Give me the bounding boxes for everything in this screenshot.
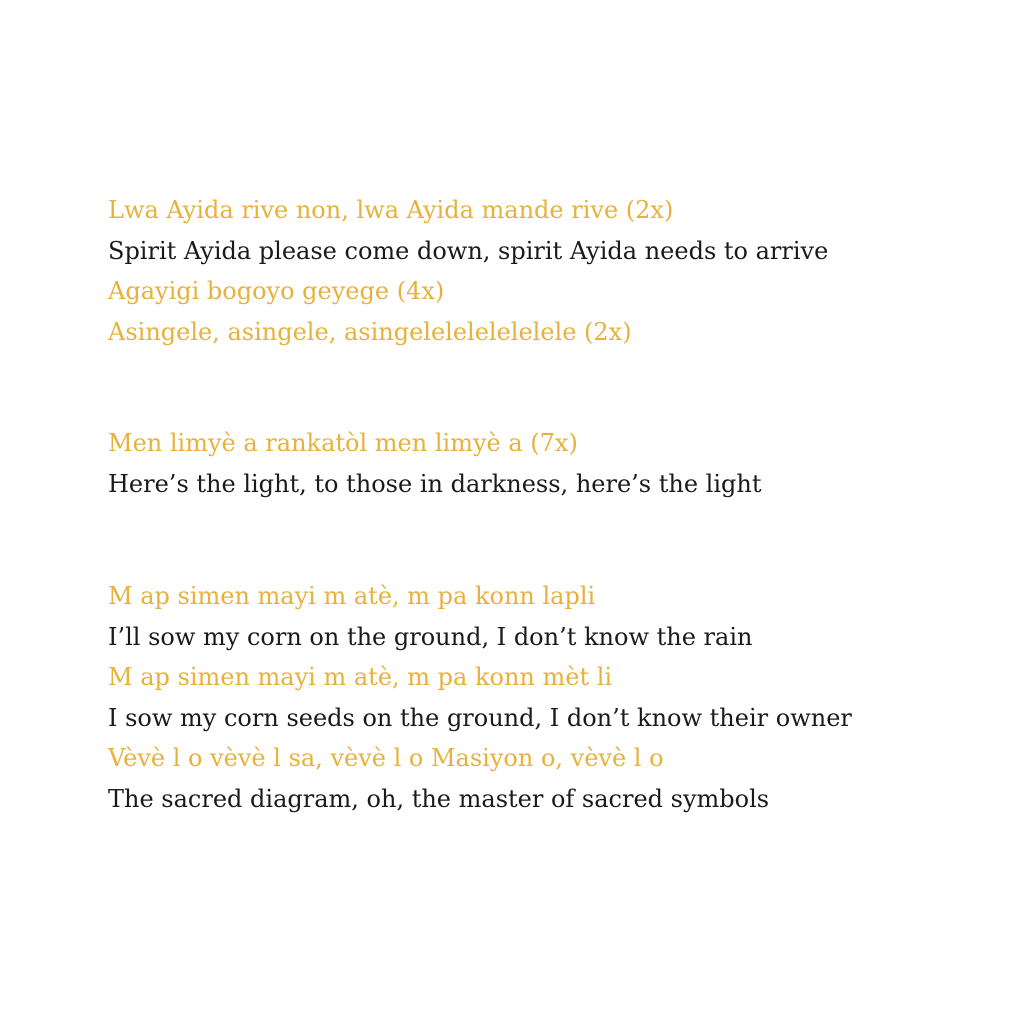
lyric-line-creole: M ap simen mayi m atè, m pa konn lapli bbox=[108, 582, 596, 610]
stanza-3 bbox=[108, 576, 852, 819]
lyric-line-creole: Vèvè l o vèvè l sa, vèvè l o Masiyon o, vèvè l o bbox=[108, 744, 664, 772]
lyric-line-english: I sow my corn seeds on the ground, I don’t know their owner bbox=[108, 703, 852, 732]
lyric-line-creole: Asingele, asingele, asingelelelelelelele (2x) bbox=[108, 317, 632, 346]
stanza-1 bbox=[108, 190, 828, 352]
lyric-line-creole: M ap simen mayi m atè, m pa konn mèt li bbox=[108, 663, 613, 691]
lyric-line-english: Here’s the light, to those in darkness, here’s the light bbox=[108, 469, 762, 498]
lyric-line-creole: Agayigi bogoyo geyege (4x) bbox=[108, 277, 445, 305]
lyric-line-creole: Lwa Ayida rive non, lwa Ayida mande rive (2x) bbox=[108, 196, 674, 224]
lyric-line-english: Spirit Ayida please come down, spirit Ayida needs to arrive bbox=[108, 236, 829, 265]
lyric-line-english: I’ll sow my corn on the ground, I don’t know the rain bbox=[108, 622, 753, 651]
lyric-line-english: The sacred diagram, oh, the master of sacred symbols bbox=[108, 784, 770, 813]
stanza-2 bbox=[108, 423, 761, 504]
lyric-line-creole: Men limyè a rankatòl men limyè a (7x) bbox=[108, 429, 578, 457]
